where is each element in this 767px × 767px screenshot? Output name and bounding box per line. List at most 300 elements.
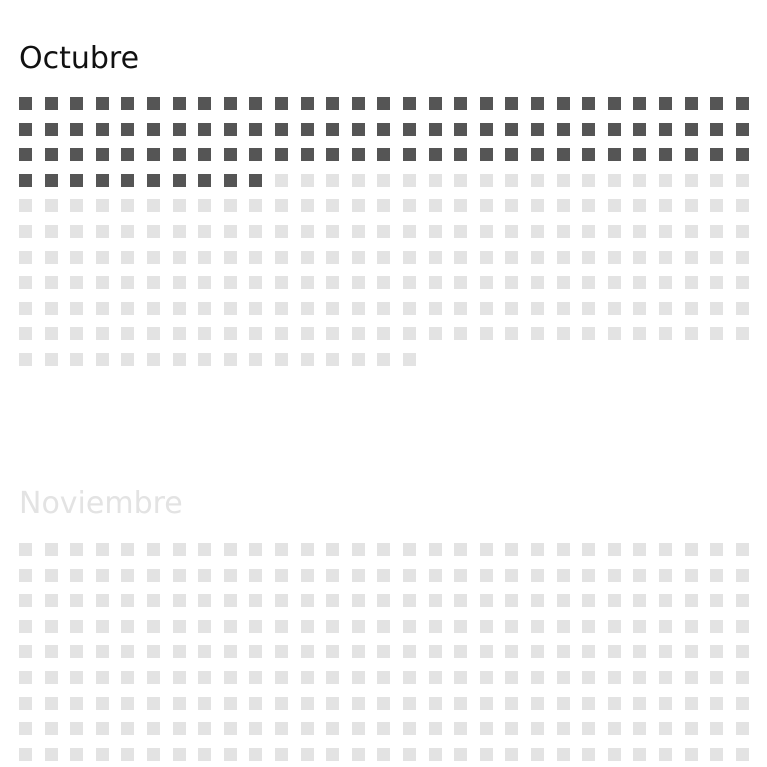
- filled-unit-octubre: [326, 148, 339, 161]
- empty-unit-octubre: [45, 199, 58, 212]
- empty-unit-noviembre: [96, 645, 109, 658]
- empty-unit-octubre: [557, 327, 570, 340]
- empty-unit-octubre: [45, 225, 58, 238]
- filled-unit-octubre: [224, 97, 237, 110]
- empty-unit-noviembre: [377, 543, 390, 556]
- empty-unit-octubre: [121, 276, 134, 289]
- empty-unit-octubre: [301, 276, 314, 289]
- empty-unit-octubre: [121, 251, 134, 264]
- empty-unit-octubre: [198, 199, 211, 212]
- empty-unit-octubre: [121, 353, 134, 366]
- empty-unit-octubre: [147, 353, 160, 366]
- empty-unit-noviembre: [429, 722, 442, 735]
- empty-unit-octubre: [147, 276, 160, 289]
- empty-unit-noviembre: [275, 620, 288, 633]
- empty-unit-noviembre: [70, 671, 83, 684]
- empty-unit-noviembre: [96, 569, 109, 582]
- empty-unit-noviembre: [710, 722, 723, 735]
- empty-unit-noviembre: [403, 569, 416, 582]
- filled-unit-octubre: [45, 123, 58, 136]
- empty-unit-noviembre: [45, 594, 58, 607]
- empty-unit-noviembre: [633, 722, 646, 735]
- empty-unit-noviembre: [121, 594, 134, 607]
- empty-unit-noviembre: [198, 543, 211, 556]
- empty-unit-noviembre: [505, 569, 518, 582]
- empty-unit-octubre: [326, 353, 339, 366]
- empty-unit-noviembre: [557, 697, 570, 710]
- empty-unit-octubre: [45, 251, 58, 264]
- filled-unit-octubre: [505, 123, 518, 136]
- empty-unit-octubre: [96, 199, 109, 212]
- empty-unit-noviembre: [249, 543, 262, 556]
- empty-unit-octubre: [582, 225, 595, 238]
- empty-unit-noviembre: [224, 748, 237, 761]
- empty-unit-noviembre: [557, 722, 570, 735]
- empty-unit-octubre: [275, 251, 288, 264]
- empty-unit-octubre: [710, 251, 723, 264]
- month-title-noviembre: Noviembre: [19, 486, 183, 521]
- empty-unit-noviembre: [659, 620, 672, 633]
- empty-unit-octubre: [352, 251, 365, 264]
- empty-unit-noviembre: [173, 543, 186, 556]
- empty-unit-octubre: [19, 276, 32, 289]
- empty-unit-noviembre: [736, 697, 749, 710]
- empty-unit-noviembre: [582, 543, 595, 556]
- empty-unit-noviembre: [224, 722, 237, 735]
- empty-unit-octubre: [557, 174, 570, 187]
- empty-unit-noviembre: [352, 697, 365, 710]
- empty-unit-noviembre: [352, 722, 365, 735]
- empty-unit-octubre: [326, 302, 339, 315]
- filled-unit-octubre: [480, 123, 493, 136]
- empty-unit-octubre: [505, 225, 518, 238]
- empty-unit-noviembre: [147, 569, 160, 582]
- filled-unit-octubre: [96, 148, 109, 161]
- empty-unit-noviembre: [608, 620, 621, 633]
- empty-unit-noviembre: [19, 569, 32, 582]
- empty-unit-noviembre: [19, 671, 32, 684]
- empty-unit-noviembre: [352, 620, 365, 633]
- empty-unit-noviembre: [19, 543, 32, 556]
- empty-unit-octubre: [70, 327, 83, 340]
- empty-unit-octubre: [710, 174, 723, 187]
- empty-unit-octubre: [710, 302, 723, 315]
- empty-unit-noviembre: [633, 594, 646, 607]
- empty-unit-noviembre: [326, 569, 339, 582]
- empty-unit-octubre: [633, 174, 646, 187]
- empty-unit-octubre: [710, 276, 723, 289]
- filled-unit-octubre: [582, 97, 595, 110]
- empty-unit-octubre: [403, 199, 416, 212]
- empty-unit-octubre: [531, 225, 544, 238]
- empty-unit-noviembre: [173, 722, 186, 735]
- empty-unit-noviembre: [96, 748, 109, 761]
- empty-unit-noviembre: [608, 543, 621, 556]
- empty-unit-octubre: [531, 276, 544, 289]
- empty-unit-octubre: [454, 302, 467, 315]
- empty-unit-octubre: [454, 327, 467, 340]
- empty-unit-noviembre: [608, 722, 621, 735]
- empty-unit-noviembre: [403, 543, 416, 556]
- empty-unit-noviembre: [480, 748, 493, 761]
- empty-unit-noviembre: [659, 671, 672, 684]
- empty-unit-noviembre: [582, 697, 595, 710]
- empty-unit-noviembre: [557, 543, 570, 556]
- empty-unit-noviembre: [96, 697, 109, 710]
- empty-unit-noviembre: [45, 645, 58, 658]
- empty-unit-octubre: [454, 199, 467, 212]
- empty-unit-octubre: [608, 302, 621, 315]
- empty-unit-octubre: [147, 199, 160, 212]
- empty-unit-noviembre: [352, 671, 365, 684]
- empty-unit-octubre: [557, 251, 570, 264]
- filled-unit-octubre: [121, 174, 134, 187]
- empty-unit-noviembre: [45, 671, 58, 684]
- empty-unit-octubre: [377, 199, 390, 212]
- filled-unit-octubre: [147, 174, 160, 187]
- filled-unit-octubre: [659, 148, 672, 161]
- empty-unit-octubre: [377, 353, 390, 366]
- empty-unit-noviembre: [608, 697, 621, 710]
- empty-unit-octubre: [736, 199, 749, 212]
- filled-unit-octubre: [710, 97, 723, 110]
- empty-unit-noviembre: [659, 645, 672, 658]
- empty-unit-noviembre: [45, 543, 58, 556]
- filled-unit-octubre: [685, 148, 698, 161]
- filled-unit-octubre: [45, 97, 58, 110]
- filled-unit-octubre: [173, 123, 186, 136]
- empty-unit-noviembre: [173, 620, 186, 633]
- empty-unit-octubre: [505, 174, 518, 187]
- empty-unit-noviembre: [633, 645, 646, 658]
- empty-unit-octubre: [685, 327, 698, 340]
- empty-unit-octubre: [352, 199, 365, 212]
- empty-unit-noviembre: [736, 569, 749, 582]
- empty-unit-noviembre: [301, 569, 314, 582]
- empty-unit-noviembre: [249, 594, 262, 607]
- empty-unit-noviembre: [403, 620, 416, 633]
- empty-unit-noviembre: [301, 620, 314, 633]
- empty-unit-noviembre: [454, 594, 467, 607]
- empty-unit-noviembre: [249, 671, 262, 684]
- empty-unit-noviembre: [173, 569, 186, 582]
- empty-unit-noviembre: [121, 569, 134, 582]
- empty-unit-octubre: [301, 302, 314, 315]
- empty-unit-octubre: [352, 174, 365, 187]
- empty-unit-octubre: [608, 199, 621, 212]
- empty-unit-noviembre: [121, 671, 134, 684]
- filled-unit-octubre: [377, 148, 390, 161]
- empty-unit-noviembre: [377, 594, 390, 607]
- empty-unit-noviembre: [736, 722, 749, 735]
- empty-unit-noviembre: [505, 722, 518, 735]
- empty-unit-octubre: [121, 199, 134, 212]
- empty-unit-noviembre: [685, 722, 698, 735]
- filled-unit-octubre: [710, 148, 723, 161]
- empty-unit-octubre: [608, 174, 621, 187]
- empty-unit-octubre: [198, 276, 211, 289]
- empty-unit-octubre: [301, 225, 314, 238]
- empty-unit-noviembre: [710, 671, 723, 684]
- filled-unit-octubre: [19, 148, 32, 161]
- empty-unit-octubre: [96, 225, 109, 238]
- empty-unit-noviembre: [326, 671, 339, 684]
- filled-unit-octubre: [224, 148, 237, 161]
- empty-unit-noviembre: [531, 645, 544, 658]
- empty-unit-noviembre: [531, 594, 544, 607]
- empty-unit-octubre: [659, 199, 672, 212]
- empty-unit-octubre: [19, 302, 32, 315]
- empty-unit-noviembre: [685, 697, 698, 710]
- empty-unit-noviembre: [275, 543, 288, 556]
- filled-unit-octubre: [633, 97, 646, 110]
- empty-unit-noviembre: [275, 722, 288, 735]
- empty-unit-octubre: [121, 302, 134, 315]
- empty-unit-noviembre: [429, 543, 442, 556]
- empty-unit-octubre: [70, 302, 83, 315]
- empty-unit-octubre: [96, 353, 109, 366]
- filled-unit-octubre: [736, 97, 749, 110]
- empty-unit-octubre: [403, 276, 416, 289]
- empty-unit-octubre: [352, 353, 365, 366]
- filled-unit-octubre: [249, 97, 262, 110]
- empty-unit-octubre: [326, 276, 339, 289]
- filled-unit-octubre: [403, 123, 416, 136]
- empty-unit-octubre: [224, 225, 237, 238]
- filled-unit-octubre: [480, 97, 493, 110]
- empty-unit-octubre: [403, 327, 416, 340]
- empty-unit-octubre: [249, 199, 262, 212]
- empty-unit-noviembre: [685, 569, 698, 582]
- empty-unit-noviembre: [147, 543, 160, 556]
- empty-unit-octubre: [275, 276, 288, 289]
- empty-unit-noviembre: [19, 722, 32, 735]
- filled-unit-octubre: [275, 123, 288, 136]
- empty-unit-noviembre: [685, 748, 698, 761]
- empty-unit-noviembre: [480, 620, 493, 633]
- empty-unit-noviembre: [710, 594, 723, 607]
- empty-unit-noviembre: [582, 594, 595, 607]
- filled-unit-octubre: [70, 123, 83, 136]
- empty-unit-noviembre: [326, 722, 339, 735]
- filled-unit-octubre: [608, 148, 621, 161]
- empty-unit-octubre: [633, 225, 646, 238]
- empty-unit-octubre: [429, 174, 442, 187]
- empty-unit-octubre: [736, 251, 749, 264]
- empty-unit-noviembre: [659, 697, 672, 710]
- empty-unit-octubre: [531, 251, 544, 264]
- empty-unit-octubre: [352, 225, 365, 238]
- filled-unit-octubre: [19, 174, 32, 187]
- filled-unit-octubre: [19, 97, 32, 110]
- empty-unit-noviembre: [377, 645, 390, 658]
- empty-unit-noviembre: [70, 697, 83, 710]
- empty-unit-octubre: [582, 302, 595, 315]
- empty-unit-noviembre: [275, 569, 288, 582]
- empty-unit-noviembre: [377, 671, 390, 684]
- empty-unit-octubre: [659, 302, 672, 315]
- empty-unit-noviembre: [557, 594, 570, 607]
- empty-unit-noviembre: [147, 697, 160, 710]
- empty-unit-octubre: [173, 199, 186, 212]
- empty-unit-octubre: [480, 174, 493, 187]
- filled-unit-octubre: [557, 148, 570, 161]
- empty-unit-noviembre: [633, 748, 646, 761]
- empty-unit-octubre: [685, 276, 698, 289]
- empty-unit-noviembre: [710, 569, 723, 582]
- filled-unit-octubre: [275, 148, 288, 161]
- empty-unit-noviembre: [480, 722, 493, 735]
- empty-unit-noviembre: [45, 697, 58, 710]
- empty-unit-octubre: [275, 302, 288, 315]
- empty-unit-octubre: [659, 174, 672, 187]
- empty-unit-noviembre: [275, 697, 288, 710]
- empty-unit-noviembre: [608, 594, 621, 607]
- empty-unit-noviembre: [377, 569, 390, 582]
- empty-unit-octubre: [659, 327, 672, 340]
- empty-unit-octubre: [403, 302, 416, 315]
- empty-unit-octubre: [121, 225, 134, 238]
- empty-unit-octubre: [275, 327, 288, 340]
- filled-unit-octubre: [429, 123, 442, 136]
- empty-unit-octubre: [121, 327, 134, 340]
- empty-unit-noviembre: [19, 620, 32, 633]
- empty-unit-octubre: [352, 276, 365, 289]
- empty-unit-octubre: [377, 225, 390, 238]
- empty-unit-octubre: [685, 225, 698, 238]
- empty-unit-octubre: [633, 251, 646, 264]
- empty-unit-octubre: [45, 302, 58, 315]
- empty-unit-noviembre: [70, 722, 83, 735]
- empty-unit-noviembre: [173, 594, 186, 607]
- empty-unit-noviembre: [557, 569, 570, 582]
- empty-unit-noviembre: [275, 594, 288, 607]
- empty-unit-noviembre: [224, 543, 237, 556]
- filled-unit-octubre: [326, 97, 339, 110]
- empty-unit-noviembre: [429, 645, 442, 658]
- empty-unit-noviembre: [147, 620, 160, 633]
- empty-unit-noviembre: [582, 620, 595, 633]
- empty-unit-noviembre: [377, 697, 390, 710]
- empty-unit-noviembre: [19, 594, 32, 607]
- empty-unit-noviembre: [454, 671, 467, 684]
- empty-unit-noviembre: [198, 620, 211, 633]
- filled-unit-octubre: [173, 174, 186, 187]
- empty-unit-octubre: [45, 327, 58, 340]
- empty-unit-octubre: [45, 353, 58, 366]
- empty-unit-octubre: [633, 199, 646, 212]
- empty-unit-octubre: [685, 199, 698, 212]
- filled-unit-octubre: [403, 148, 416, 161]
- empty-unit-octubre: [147, 225, 160, 238]
- empty-unit-noviembre: [19, 697, 32, 710]
- empty-unit-octubre: [70, 353, 83, 366]
- empty-unit-noviembre: [45, 748, 58, 761]
- filled-unit-octubre: [352, 97, 365, 110]
- empty-unit-noviembre: [224, 620, 237, 633]
- empty-unit-noviembre: [352, 543, 365, 556]
- empty-unit-octubre: [249, 225, 262, 238]
- empty-unit-noviembre: [45, 620, 58, 633]
- filled-unit-octubre: [557, 123, 570, 136]
- empty-unit-noviembre: [429, 671, 442, 684]
- empty-unit-noviembre: [173, 645, 186, 658]
- empty-unit-noviembre: [505, 748, 518, 761]
- empty-unit-noviembre: [685, 594, 698, 607]
- empty-unit-noviembre: [710, 697, 723, 710]
- empty-unit-octubre: [19, 353, 32, 366]
- empty-unit-octubre: [608, 225, 621, 238]
- filled-unit-octubre: [531, 97, 544, 110]
- empty-unit-octubre: [147, 327, 160, 340]
- empty-unit-noviembre: [531, 697, 544, 710]
- empty-unit-noviembre: [301, 543, 314, 556]
- empty-unit-noviembre: [685, 620, 698, 633]
- filled-unit-octubre: [505, 148, 518, 161]
- empty-unit-noviembre: [96, 722, 109, 735]
- empty-unit-noviembre: [633, 697, 646, 710]
- filled-unit-octubre: [352, 148, 365, 161]
- empty-unit-noviembre: [326, 594, 339, 607]
- filled-unit-octubre: [352, 123, 365, 136]
- empty-unit-noviembre: [70, 645, 83, 658]
- empty-unit-noviembre: [352, 594, 365, 607]
- empty-unit-octubre: [480, 251, 493, 264]
- empty-unit-octubre: [429, 225, 442, 238]
- empty-unit-octubre: [275, 353, 288, 366]
- empty-unit-noviembre: [352, 748, 365, 761]
- empty-unit-octubre: [685, 174, 698, 187]
- empty-unit-octubre: [736, 174, 749, 187]
- empty-unit-octubre: [198, 251, 211, 264]
- empty-unit-noviembre: [531, 748, 544, 761]
- empty-unit-noviembre: [454, 569, 467, 582]
- empty-unit-noviembre: [173, 671, 186, 684]
- filled-unit-octubre: [582, 123, 595, 136]
- empty-unit-noviembre: [403, 594, 416, 607]
- empty-unit-noviembre: [301, 671, 314, 684]
- empty-unit-octubre: [173, 251, 186, 264]
- empty-unit-noviembre: [198, 569, 211, 582]
- filled-unit-octubre: [70, 97, 83, 110]
- empty-unit-noviembre: [454, 722, 467, 735]
- filled-unit-octubre: [454, 123, 467, 136]
- empty-unit-noviembre: [70, 569, 83, 582]
- empty-unit-noviembre: [454, 645, 467, 658]
- empty-unit-octubre: [301, 353, 314, 366]
- empty-unit-noviembre: [352, 645, 365, 658]
- empty-unit-noviembre: [582, 722, 595, 735]
- empty-unit-noviembre: [275, 748, 288, 761]
- empty-unit-octubre: [505, 327, 518, 340]
- empty-unit-octubre: [275, 199, 288, 212]
- empty-unit-octubre: [557, 199, 570, 212]
- empty-unit-noviembre: [249, 569, 262, 582]
- empty-unit-octubre: [480, 199, 493, 212]
- empty-unit-octubre: [19, 327, 32, 340]
- filled-unit-octubre: [198, 174, 211, 187]
- filled-unit-octubre: [557, 97, 570, 110]
- empty-unit-noviembre: [224, 645, 237, 658]
- month-title-octubre: Octubre: [19, 41, 140, 76]
- empty-unit-octubre: [505, 276, 518, 289]
- filled-unit-octubre: [70, 174, 83, 187]
- filled-unit-octubre: [147, 148, 160, 161]
- empty-unit-noviembre: [19, 748, 32, 761]
- filled-unit-octubre: [326, 123, 339, 136]
- empty-unit-octubre: [710, 225, 723, 238]
- empty-unit-octubre: [249, 276, 262, 289]
